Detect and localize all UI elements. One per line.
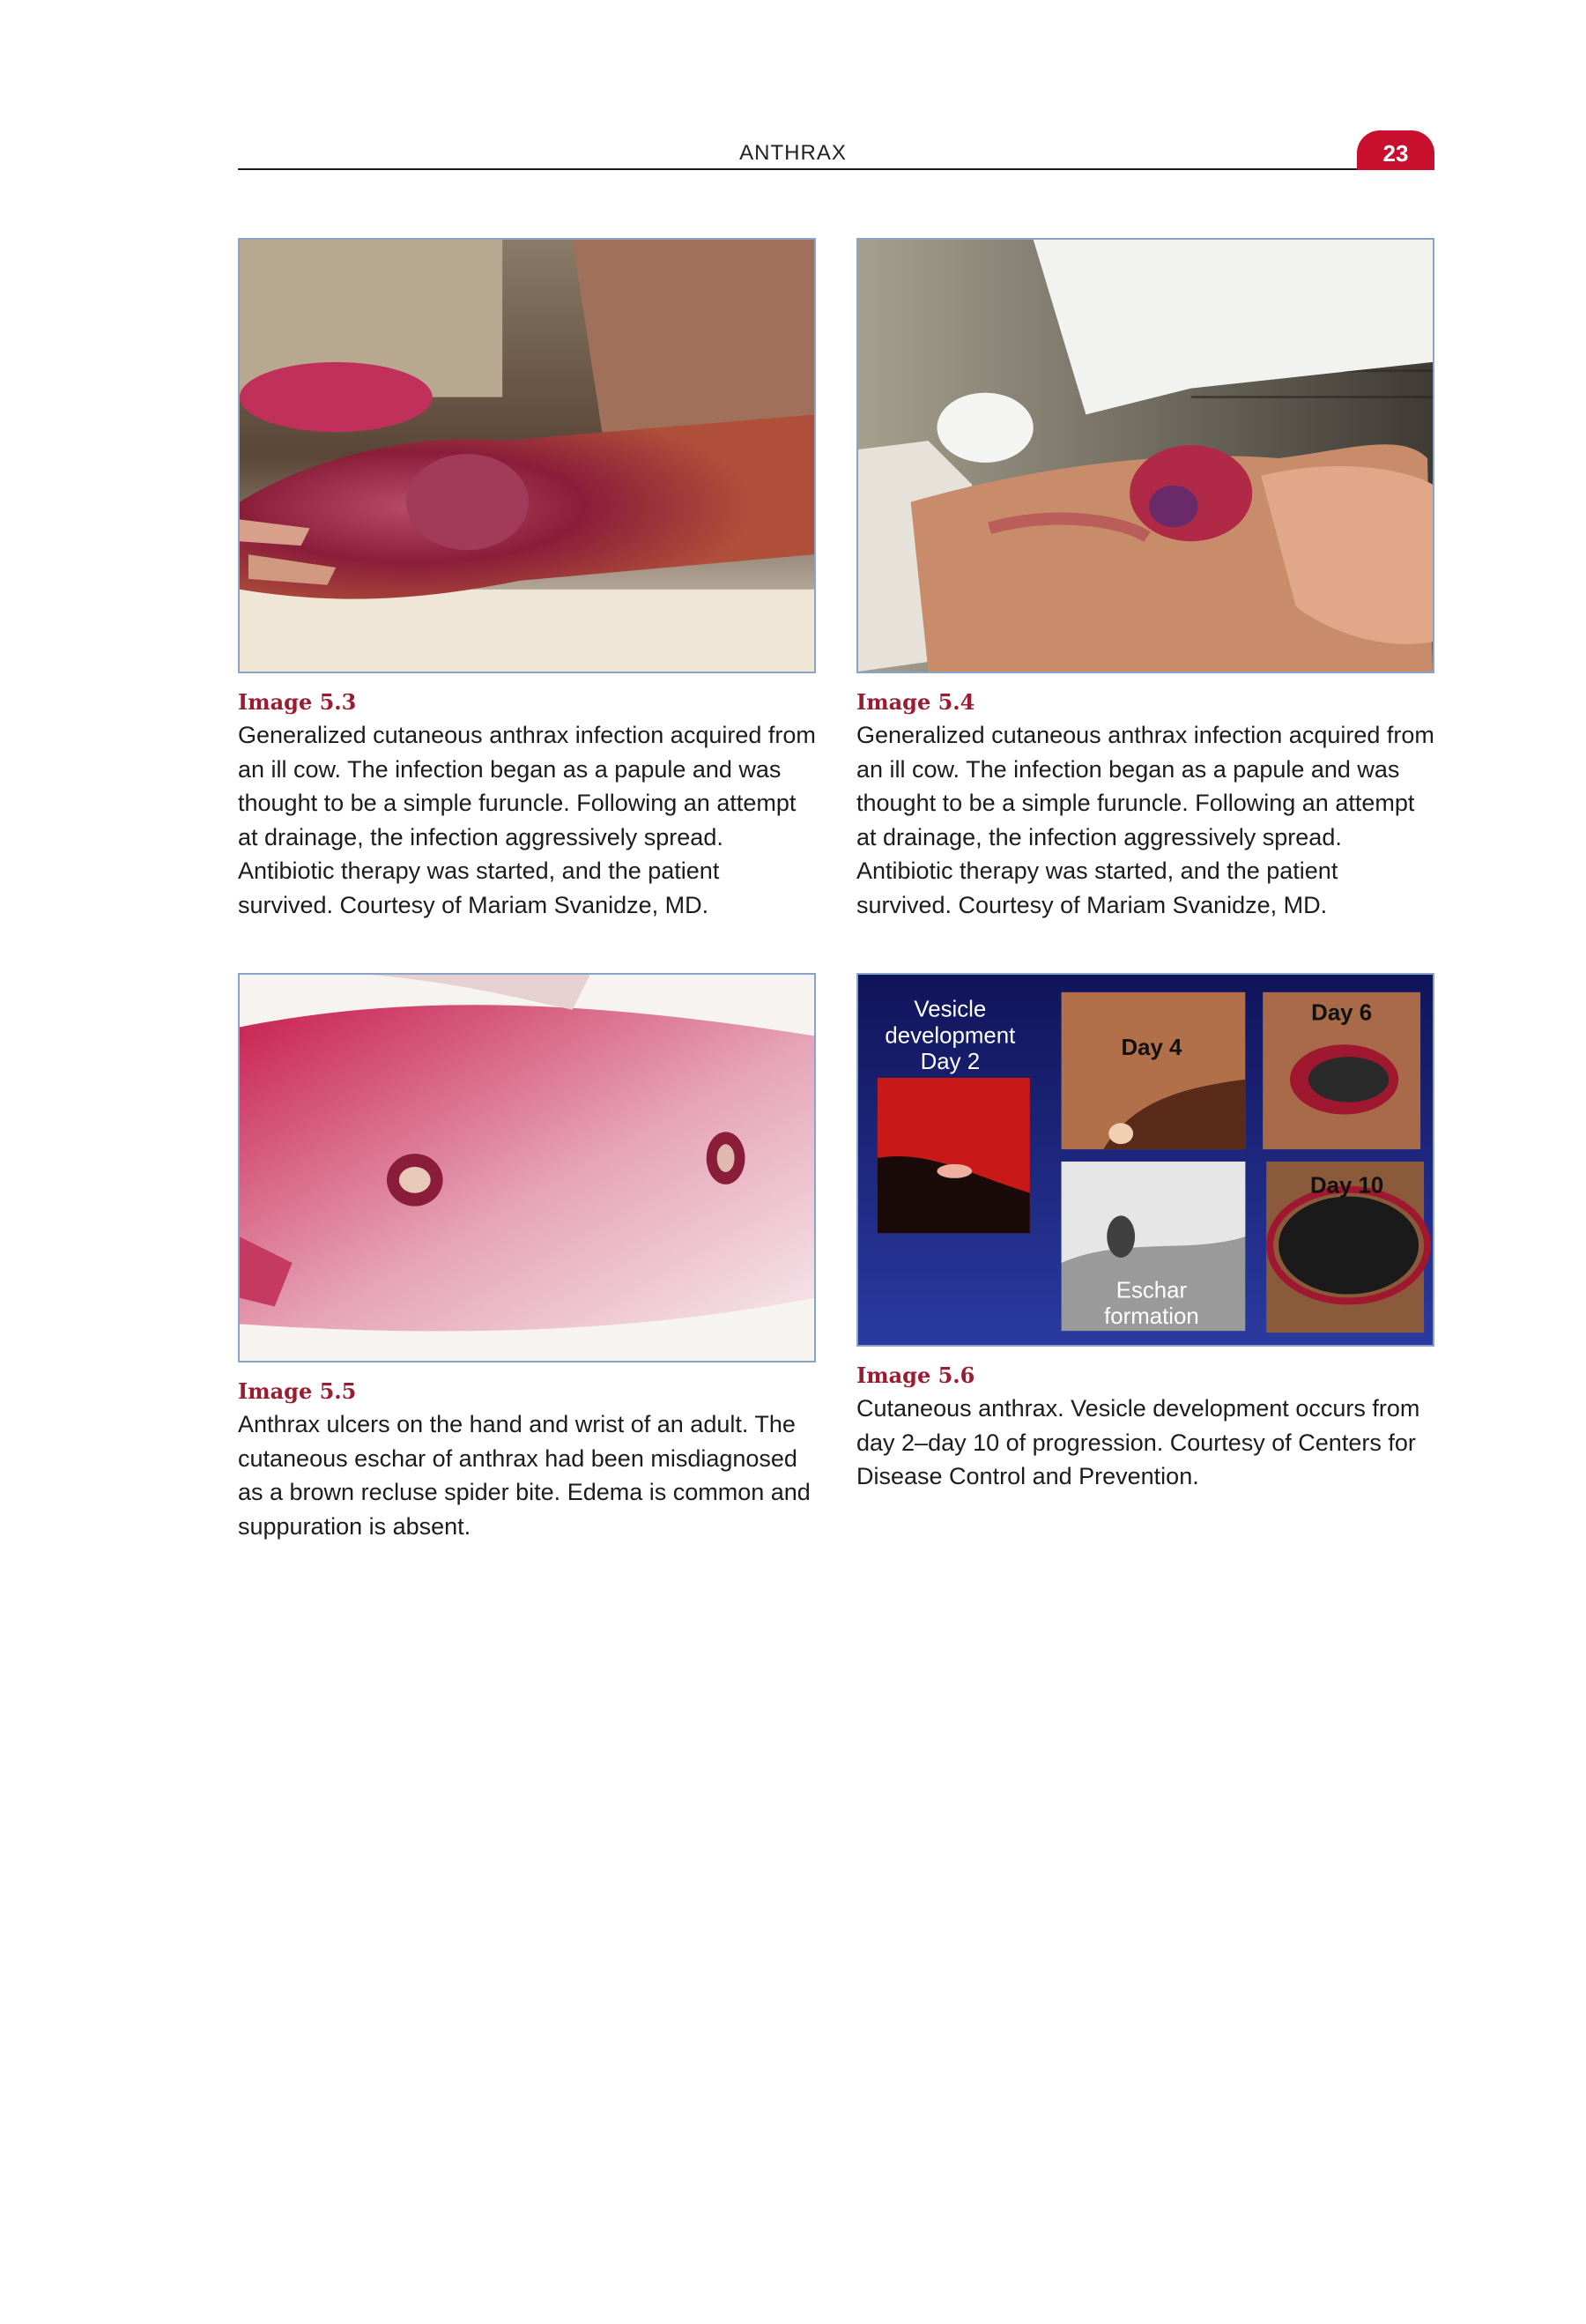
panel-label-day4: Day 4 — [1121, 1036, 1182, 1061]
figure-5-6-label: Image 5.6 — [856, 1362, 975, 1388]
figure-5-3-photo — [238, 238, 816, 673]
panel-label-vesicle-3: Day 2 — [920, 1050, 981, 1074]
panel-label-vesicle-1: Vesicle — [914, 997, 987, 1022]
figure-5-5-caption-text: Anthrax ulcers on the hand and wrist of an adult. The cutaneous eschar of anthrax had been misdiagnosed as a brown recluse spider bite. Edema is common and suppuration is absent. — [238, 1411, 811, 1540]
panel-label-vesicle-2: development — [885, 1023, 1016, 1049]
figure-5-5-caption — [238, 1378, 819, 1543]
panel-label-day6: Day 6 — [1311, 1000, 1373, 1026]
figure-5-3-label: Image 5.3 — [238, 689, 357, 715]
hand-ulcers-illustration — [240, 975, 814, 1361]
figure-5-6-panel — [856, 973, 1434, 1347]
figure-5-3-caption — [238, 689, 819, 922]
running-header-title: ANTHRAX — [739, 141, 847, 165]
panel-label-eschar-1: Eschar — [1115, 1278, 1188, 1303]
panel-label-eschar-2: formation — [1104, 1304, 1199, 1330]
figure-5-5-photo — [238, 973, 816, 1362]
figure-5-6-caption — [856, 1362, 1438, 1494]
figure-5-6-caption-text: Cutaneous anthrax. Vesicle development occurs from day 2–day 10 of progression. Courtesy of Centers for Disease Control and Prevention. — [856, 1395, 1420, 1489]
arm-lesion-illustration — [240, 240, 814, 672]
figure-5-5-label: Image 5.5 — [238, 1378, 357, 1404]
figure-5-4-caption-text: Generalized cutaneous anthrax infection acquired from an ill cow. The infection began as a papule and was thought to be a simple furuncle. Following an attempt at drainage, the infection aggressively spread. Antibiotic therapy was started, and the patient survived. Courtesy of Mariam Svanidze, MD. — [856, 722, 1434, 918]
panel-label-day10: Day 10 — [1309, 1173, 1384, 1199]
figure-5-4-caption — [856, 689, 1438, 922]
forearm-lesion-illustration — [858, 240, 1433, 672]
figure-5-4-label: Image 5.4 — [856, 689, 975, 715]
figure-5-3-caption-text: Generalized cutaneous anthrax infection acquired from an ill cow. The infection began as a papule and was thought to be a simple furuncle. Following an attempt at drainage, the infection aggressively spread. Antibiotic therapy was started, and the patient survived. Courtesy of Mariam Svanidze, MD. — [238, 722, 816, 918]
header-rule — [238, 168, 1434, 170]
vesicle-progression-panel — [858, 975, 1433, 1345]
figure-5-4-photo — [856, 238, 1434, 673]
page-number-tab: 23 — [1357, 130, 1434, 170]
